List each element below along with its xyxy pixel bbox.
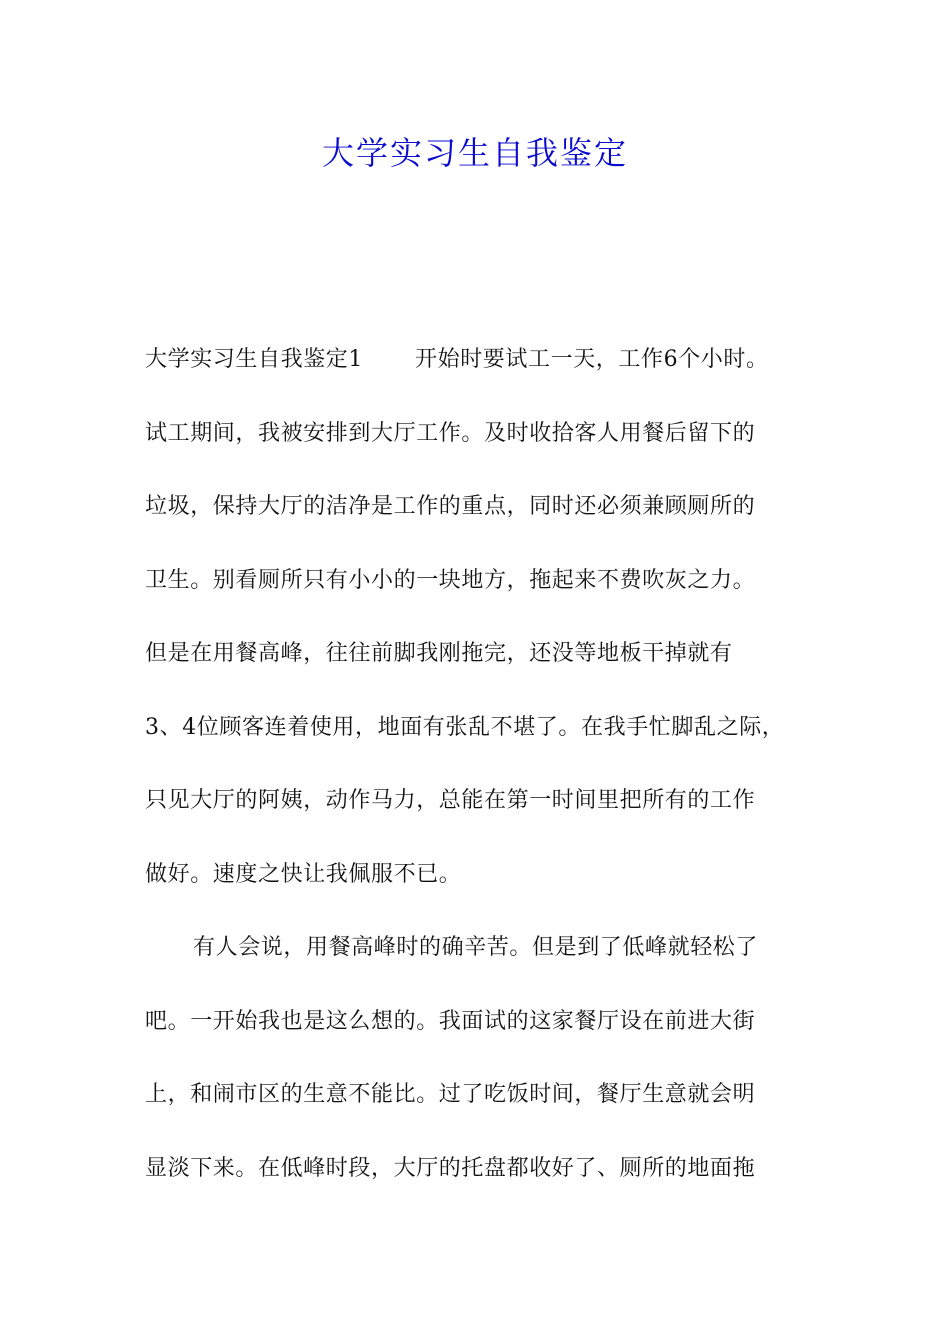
paragraph-line [145,340,835,414]
paragraph-line: 垃圾，保持大厅的洁净是工作的重点，同时还必须兼顾厕所的 [145,494,756,519]
paragraph-line: 上，和闹市区的生意不能比。过了吃饭时间，餐厅生意就会明 [145,1082,756,1107]
paragraph-line: 显淡下来。在低峰时段，大厅的托盘都收好了、厕所的地面拖 [145,1155,756,1181]
paragraph-line: 卫生。别看厕所只有小小的一块地方，拖起来不费吹灰之力。 [145,567,756,593]
paragraph-line: 有人会说，用餐高峰时的确辛苦。但是到了低峰就轻松了 [193,935,759,960]
line-text: 开始时要试工一天，工作6个小时。 [415,347,769,372]
section-heading: 大学实习生自我鉴定1 [145,347,363,372]
paragraph-line: 吧。一开始我也是这么想的。我面试的这家餐厅设在前进大街 [145,1008,756,1034]
paragraph-line: 试工期间，我被安排到大厅工作。及时收拾客人用餐后留下的 [145,420,756,446]
document-body [145,340,835,1222]
paragraph-line: 只见大厅的阿姨，动作马力，总能在第一时间里把所有的工作 [145,788,756,813]
paragraph-line: 但是在用餐高峰，往往前脚我刚拖完，还没等地板干掉就有 [145,641,733,666]
paragraph-line: 做好。速度之快让我佩服不已。 [145,861,462,887]
paragraph-line: 3、4位顾客连着使用，地面有张乱不堪了。在我手忙脚乱之际， [145,714,785,740]
document-title: 大学实习生自我鉴定 [321,134,628,172]
